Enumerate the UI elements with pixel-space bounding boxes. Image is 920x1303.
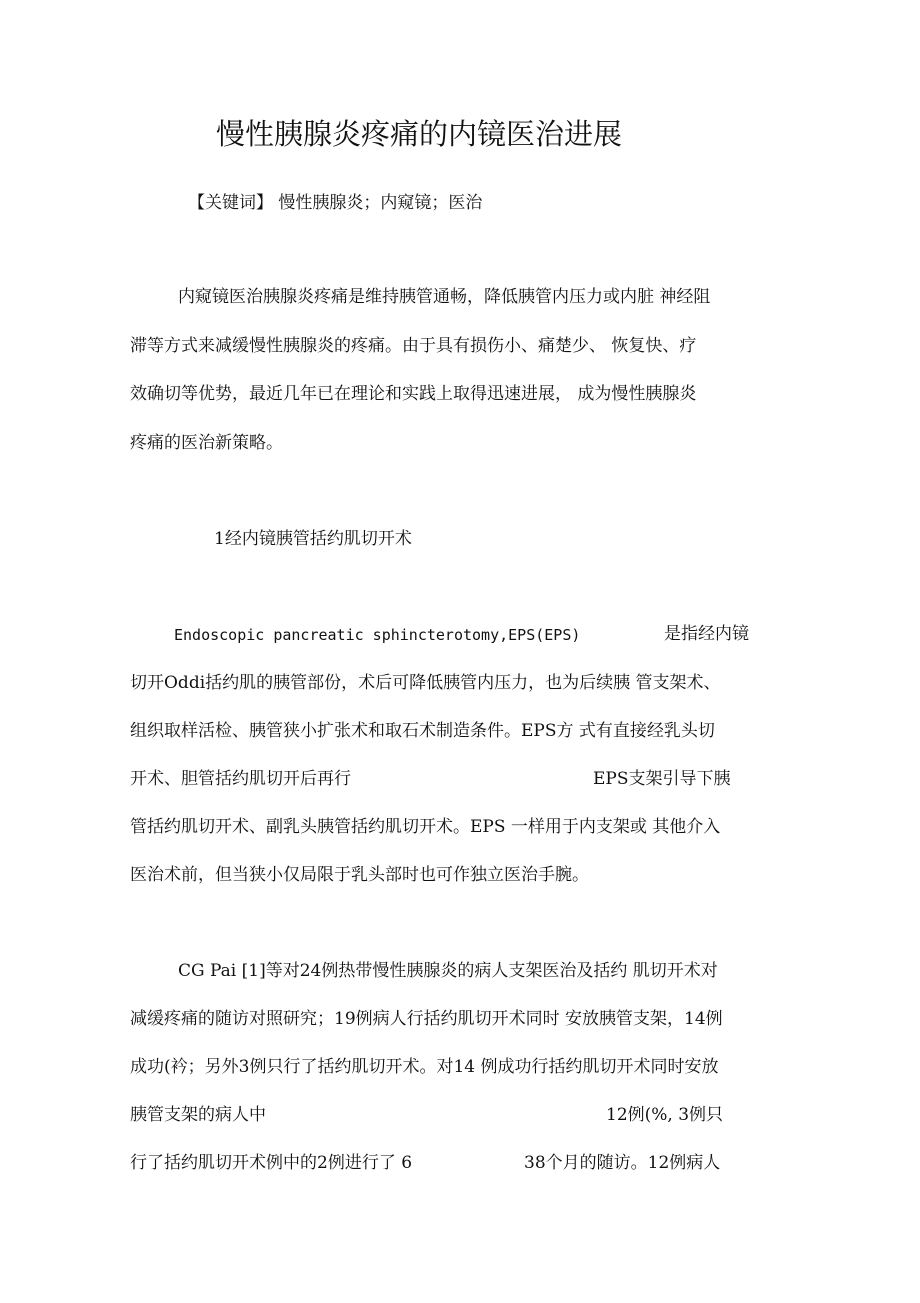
cg-line-4-left: 胰管支架的病人中 <box>130 1105 266 1125</box>
eps-line-6: 医治术前，但当狭小仅局限于乳头部时也可作独立医治手腕。 <box>130 865 589 885</box>
cg-line-2: 减缓疼痛的随访对照研究；19例病人行括约肌切开术同时 安放胰管支架，14例 <box>130 1009 723 1029</box>
document-title: 慢性胰腺炎疼痛的内镜医治进展 <box>216 117 623 151</box>
intro-line-4: 疼痛的医治新策略。 <box>130 433 283 453</box>
cg-line-1: CG Pai [1]等对24例热带慢性胰腺炎的病人支架医治及括约 肌切开术对 <box>178 961 718 981</box>
cg-line-5-left: 行了括约肌切开术例中的2例进行了 6 <box>130 1153 413 1173</box>
eps-line-3: 组织取样活检、胰管狭小扩张术和取石术制造条件。EPS方 式有直接经乳头切 <box>130 721 715 741</box>
eps-line-2: 切开Oddi括约肌的胰管部份，术后可降低胰管内压力，也为后续胰 管支架术、 <box>130 673 721 693</box>
eps-line-4-right: EPS支架引导下胰 <box>593 769 731 789</box>
keywords-line: 【关键词】 慢性胰腺炎；内窥镜；医治 <box>188 193 483 213</box>
intro-line-3: 效确切等优势，最近几年已在理论和实践上取得迅速进展， 成为慢性胰腺炎 <box>130 384 697 404</box>
eps-line-4-left: 开术、胆管括约肌切开后再行 <box>130 769 351 789</box>
eps-line-5: 管括约肌切开术、副乳头胰管括约肌切开术。EPS 一样用于内支架或 其他介入 <box>130 817 721 837</box>
intro-line-1: 内窥镜医治胰腺炎疼痛是维持胰管通畅，降低胰管内压力或内脏 神经阻 <box>178 287 711 307</box>
section-heading-1: 1经内镜胰管括约肌切开术 <box>214 529 412 549</box>
cg-line-5-right: 38个月的随访。12例病人 <box>524 1153 721 1173</box>
eps-line-1-right: 是指经内镜 <box>664 624 749 644</box>
cg-line-3: 成功(衿；另外3例只行了括约肌切开术。对14 例成功行括约肌切开术同时安放 <box>130 1057 719 1077</box>
eps-line-1-left: Endoscopic pancreatic sphincterotomy,EPS(EPS) <box>174 626 581 644</box>
intro-line-2: 滞等方式来减缓慢性胰腺炎的疼痛。由于具有损伤小、痛楚少、 恢复快、疗 <box>130 336 697 356</box>
cg-line-4-right: 12例(%, 3例只 <box>606 1105 724 1125</box>
